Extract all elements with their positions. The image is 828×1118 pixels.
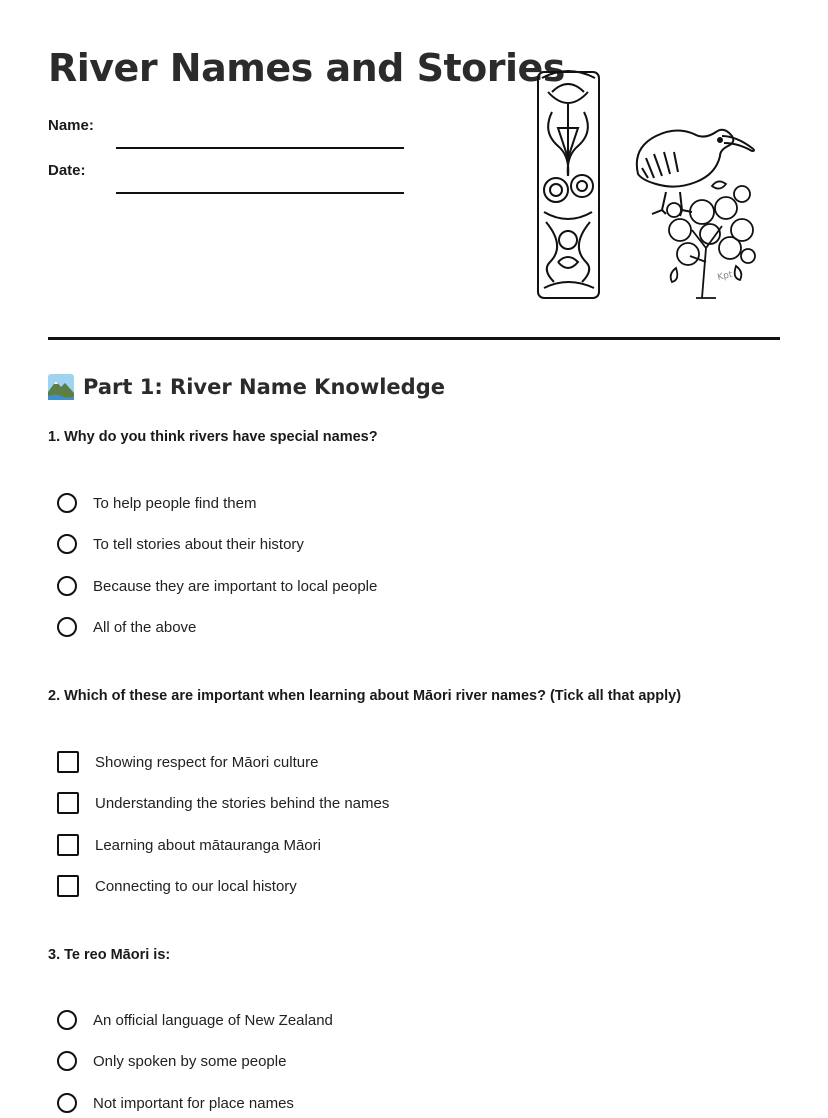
question-3: 3. Te reo Māori is: xyxy=(48,947,171,963)
option-label: To help people find them xyxy=(93,494,257,512)
checkbox[interactable] xyxy=(57,834,79,856)
section-divider xyxy=(48,337,780,340)
question-2-option-3[interactable] xyxy=(57,832,321,858)
page-title: River Names and Stories xyxy=(48,46,565,90)
option-label: Connecting to our local history xyxy=(95,877,297,895)
option-label: Not important for place names xyxy=(93,1094,294,1112)
radio-button[interactable] xyxy=(57,493,77,513)
question-1-option-1[interactable] xyxy=(57,490,256,516)
radio-button[interactable] xyxy=(57,617,77,637)
checkbox[interactable] xyxy=(57,875,79,897)
radio-button[interactable] xyxy=(57,1010,77,1030)
checkbox[interactable] xyxy=(57,792,79,814)
question-1-option-4[interactable] xyxy=(57,614,196,640)
date-label: Date: xyxy=(48,162,86,179)
question-3-option-3[interactable] xyxy=(57,1090,294,1116)
radio-button[interactable] xyxy=(57,1093,77,1113)
question-2-option-1[interactable] xyxy=(57,749,318,775)
checkbox[interactable] xyxy=(57,751,79,773)
carved-pou-icon xyxy=(538,71,599,298)
mountain-river-icon xyxy=(48,374,74,400)
question-3-option-2[interactable] xyxy=(57,1048,286,1074)
section-heading-text: Part 1: River Name Knowledge xyxy=(83,375,445,399)
question-2: 2. Which of these are important when learning about Māori river names? (Tick all that apply) xyxy=(48,688,682,704)
name-input[interactable] xyxy=(116,131,404,149)
option-label: Learning about mātauranga Māori xyxy=(95,836,321,854)
option-label: Because they are important to local people xyxy=(93,577,378,595)
question-3-option-1[interactable] xyxy=(57,1007,333,1033)
section-heading xyxy=(48,374,445,400)
option-label: Understanding the stories behind the names xyxy=(95,794,390,812)
question-2-option-4[interactable] xyxy=(57,873,297,899)
date-input[interactable] xyxy=(116,176,404,194)
option-label: To tell stories about their history xyxy=(93,535,304,553)
option-label: All of the above xyxy=(93,618,197,636)
question-1-option-3[interactable] xyxy=(57,573,377,599)
artist-signature: Kpt xyxy=(716,270,734,283)
question-2-option-2[interactable] xyxy=(57,790,389,816)
radio-button[interactable] xyxy=(57,1051,77,1071)
radio-button[interactable] xyxy=(57,534,77,554)
option-label: Showing respect for Māori culture xyxy=(95,753,319,771)
name-label: Name: xyxy=(48,117,94,134)
option-label: Only spoken by some people xyxy=(93,1052,287,1070)
header-illustration xyxy=(530,62,770,306)
radio-button[interactable] xyxy=(57,576,77,596)
question-1: 1. Why do you think rivers have special names? xyxy=(48,429,378,445)
option-label: An official language of New Zealand xyxy=(93,1011,333,1029)
question-1-option-2[interactable] xyxy=(57,531,304,557)
